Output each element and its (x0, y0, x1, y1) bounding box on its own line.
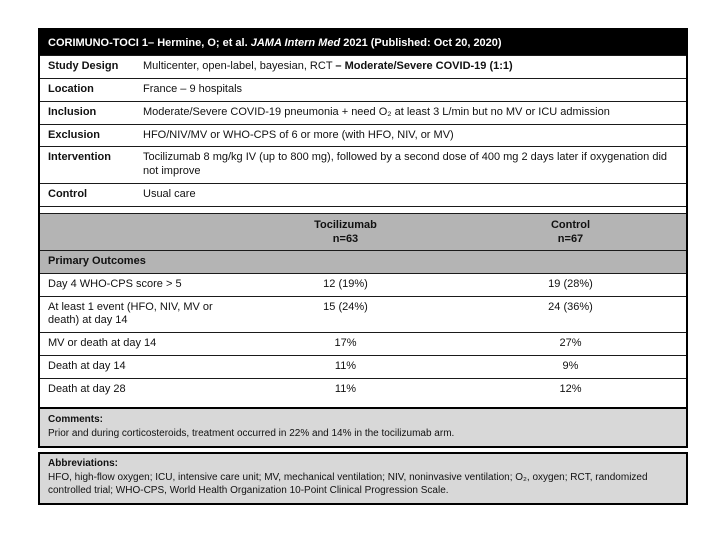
study-design-bold: – Moderate/Severe COVID-19 (1:1) (335, 60, 513, 73)
tocilizumab-column-n: n=63 (332, 232, 359, 245)
outcome-row-mv-or-death-day14 (40, 332, 686, 355)
study-design-regular: Multicenter, open-label, bayesian, RCT (143, 60, 336, 73)
table-wrapper (38, 28, 688, 505)
outcome-label: MV or death at day 14 (48, 337, 157, 350)
control-value: 27% (559, 337, 582, 350)
outcome-label: At least 1 event (HFO, NIV, MV or death) at day 14 (48, 300, 213, 327)
tocilizumab-value: 15 (24%) (323, 300, 368, 313)
title-text-part1: CORIMUNO-TOCI 1– Hermine, O; et al. (48, 37, 251, 49)
study-summary-card (38, 28, 688, 448)
tocilizumab-value: 11% (334, 382, 357, 395)
title-text-part2: 2021 (Published: Oct 20, 2020) (340, 37, 502, 49)
info-row-exclusion (40, 124, 686, 147)
row-label: Study Design (48, 60, 119, 73)
row-label: Location (48, 83, 94, 96)
empty-header-cell (48, 218, 228, 247)
row-label: Intervention (48, 151, 111, 164)
tocilizumab-value: 11% (334, 359, 357, 372)
tocilizumab-column-header (228, 218, 463, 247)
row-value (143, 60, 678, 74)
primary-outcomes-band: Primary Outcomes (40, 250, 686, 273)
row-value: France – 9 hospitals (143, 83, 243, 96)
row-label: Exclusion (48, 128, 100, 141)
row-divider-spacer (40, 206, 686, 213)
control-column-n: n=67 (557, 232, 584, 245)
group-columns-header (40, 213, 686, 251)
info-row-study-design (40, 55, 686, 78)
info-row-inclusion (40, 101, 686, 124)
row-value: Tocilizumab 8 mg/kg IV (up to 800 mg), followed by a second dose of 400 mg 2 days later if oxygenation did not improve (143, 151, 668, 178)
title-bar (40, 30, 686, 55)
tocilizumab-value: 12 (19%) (323, 277, 368, 290)
abbreviations-box (38, 452, 688, 505)
control-value: 9% (562, 359, 579, 372)
outcome-row-at-least-1-event (40, 296, 686, 333)
tocilizumab-column-name: Tocilizumab (314, 218, 377, 231)
info-row-control (40, 183, 686, 206)
control-value: 19 (28%) (548, 277, 593, 290)
row-label: Inclusion (48, 105, 97, 118)
comments-title: Comments: (48, 414, 104, 426)
outcome-label: Death at day 28 (48, 382, 126, 395)
outcome-label: Death at day 14 (48, 359, 126, 372)
row-value: HFO/NIV/MV or WHO-CPS of 6 or more (with HFO, NIV, or MV) (143, 128, 454, 141)
outcome-row-death-day14 (40, 355, 686, 378)
row-value: Moderate/Severe COVID-19 pneumonia + need O₂ at least 3 L/min but no MV or ICU admission (143, 105, 610, 118)
title-journal-name: JAMA Intern Med (250, 37, 341, 49)
abbreviations-text: HFO, high-flow oxygen; ICU, intensive care unit; MV, mechanical ventilation; NIV, noninvasive ventilation; O₂, oxygen; RCT, randomized controlled trial; WHO-CPS, World Health Organization 10-Point Clinical Progression Scale. (48, 471, 648, 497)
comments-text: Prior and during corticosteroids, treatment occurred in 22% and 14% in the tocilizumab arm. (48, 427, 455, 439)
outcome-row-death-day28 (40, 378, 686, 408)
info-row-intervention (40, 146, 686, 183)
row-label: Control (48, 187, 88, 200)
outcome-row-day4-whocps (40, 273, 686, 296)
comments-section (40, 407, 686, 446)
info-row-location (40, 78, 686, 101)
outcome-label: Day 4 WHO-CPS score > 5 (48, 277, 182, 290)
control-column-header (463, 218, 678, 247)
control-value: 12% (559, 382, 582, 395)
control-value: 24 (36%) (548, 300, 593, 313)
row-value: Usual care (143, 187, 196, 200)
abbreviations-title: Abbreviations: (48, 458, 119, 470)
control-column-name: Control (550, 218, 591, 231)
tocilizumab-value: 17% (334, 337, 357, 350)
